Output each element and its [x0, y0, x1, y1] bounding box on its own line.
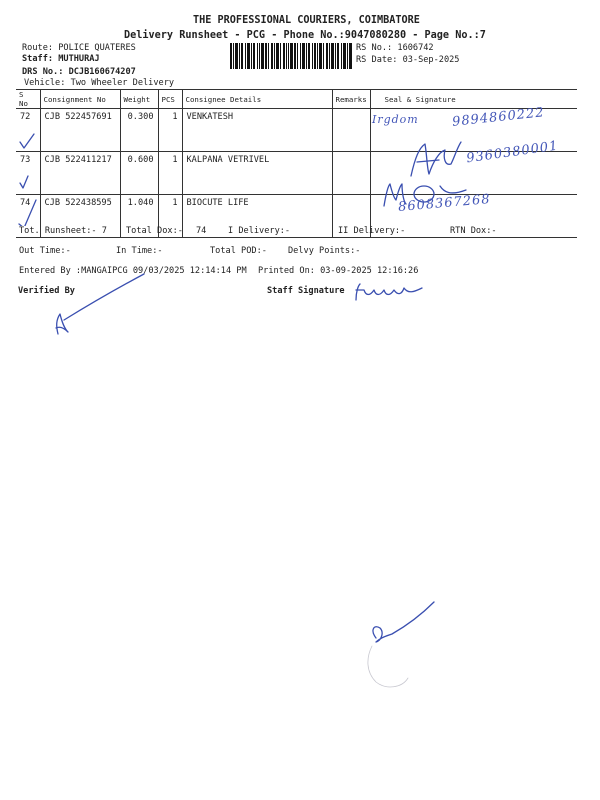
row-remarks: [332, 152, 370, 195]
delvy-points: Delvy Points:-: [288, 246, 361, 256]
verified-by-label: Verified By: [18, 286, 75, 296]
vehicle-text: Vehicle: Two Wheeler Delivery: [24, 78, 175, 88]
col-seal: Seal & Signature: [370, 90, 577, 109]
row-pcs: 1: [158, 109, 182, 152]
route-text: Route: POLICE QUATERES: [22, 43, 136, 53]
printed-on: Printed On: 03-09-2025 12:16:26: [258, 266, 419, 276]
rtn-dox: RTN Dox:-: [450, 226, 497, 236]
total-pod: Total POD:-: [210, 246, 267, 256]
tot-runsheet: Tot. Runsheet:- 7: [19, 226, 107, 236]
row-consignment: CJB 522411217: [40, 152, 120, 195]
row-pcs: 1: [158, 152, 182, 195]
row-weight: 1.040: [120, 195, 158, 238]
out-time: Out Time:-: [19, 246, 71, 256]
col-consignee: Consignee Details: [182, 90, 332, 109]
company-title: THE PROFESSIONAL COURIERS, COIMBATORE: [193, 15, 420, 26]
stray-signature-icon: [362, 598, 438, 690]
row-consignee: VENKATESH: [182, 109, 332, 152]
row-weight: 0.300: [120, 109, 158, 152]
staff-signature-icon: [352, 282, 424, 304]
row1-handwritten-phone: 9894860222: [451, 105, 546, 130]
staff-text: Staff: MUTHURAJ: [22, 54, 100, 64]
row-consignee: KALPANA VETRIVEL: [182, 152, 332, 195]
row-consignment: CJB 522457691: [40, 109, 120, 152]
col-sno: S No: [16, 90, 40, 109]
i-delivery: I Delivery:-: [228, 226, 291, 236]
barcode-icon: [230, 43, 352, 69]
verified-signature-icon: [50, 270, 150, 340]
row-sno: 72: [16, 109, 40, 152]
col-pcs: PCS: [158, 90, 182, 109]
row-pcs: 1: [158, 195, 182, 238]
table-header-row: [16, 90, 577, 109]
drs-number: DRS No.: DCJB160674207: [22, 67, 136, 77]
staff-signature-label: Staff Signature: [267, 286, 345, 296]
total-dox-value: 74: [196, 226, 207, 236]
rs-date: RS Date: 03-Sep-2025: [356, 55, 460, 65]
in-time: In Time:-: [116, 246, 163, 256]
col-consignment: Consignment No: [40, 90, 120, 109]
runsheet-title: Delivery Runsheet - PCG - Phone No.:9047080280 - Page No.:7: [124, 30, 486, 41]
row-consignment: CJB 522438595: [40, 195, 120, 238]
total-dox-label: Total Dox:-: [126, 226, 183, 236]
entered-by: Entered By :MANGAIPCG 09/03/2025 12:14:14 PM: [19, 266, 247, 276]
row-weight: 0.600: [120, 152, 158, 195]
col-remarks: Remarks: [332, 90, 370, 109]
row-remarks: [332, 109, 370, 152]
row1-handwritten-name: Irgdom: [372, 113, 419, 126]
row-sno: 73: [16, 152, 40, 195]
col-weight: Weight: [120, 90, 158, 109]
row-sno: 74: [16, 195, 40, 238]
ii-delivery: II Delivery:-: [338, 226, 406, 236]
row2-handwritten-phone: 9360380001: [465, 138, 560, 167]
row-consignee: BIOCUTE LIFE: [182, 195, 332, 238]
rs-number: RS No.: 1606742: [356, 43, 434, 53]
row3-handwritten-phone: 8608367268: [397, 191, 492, 216]
